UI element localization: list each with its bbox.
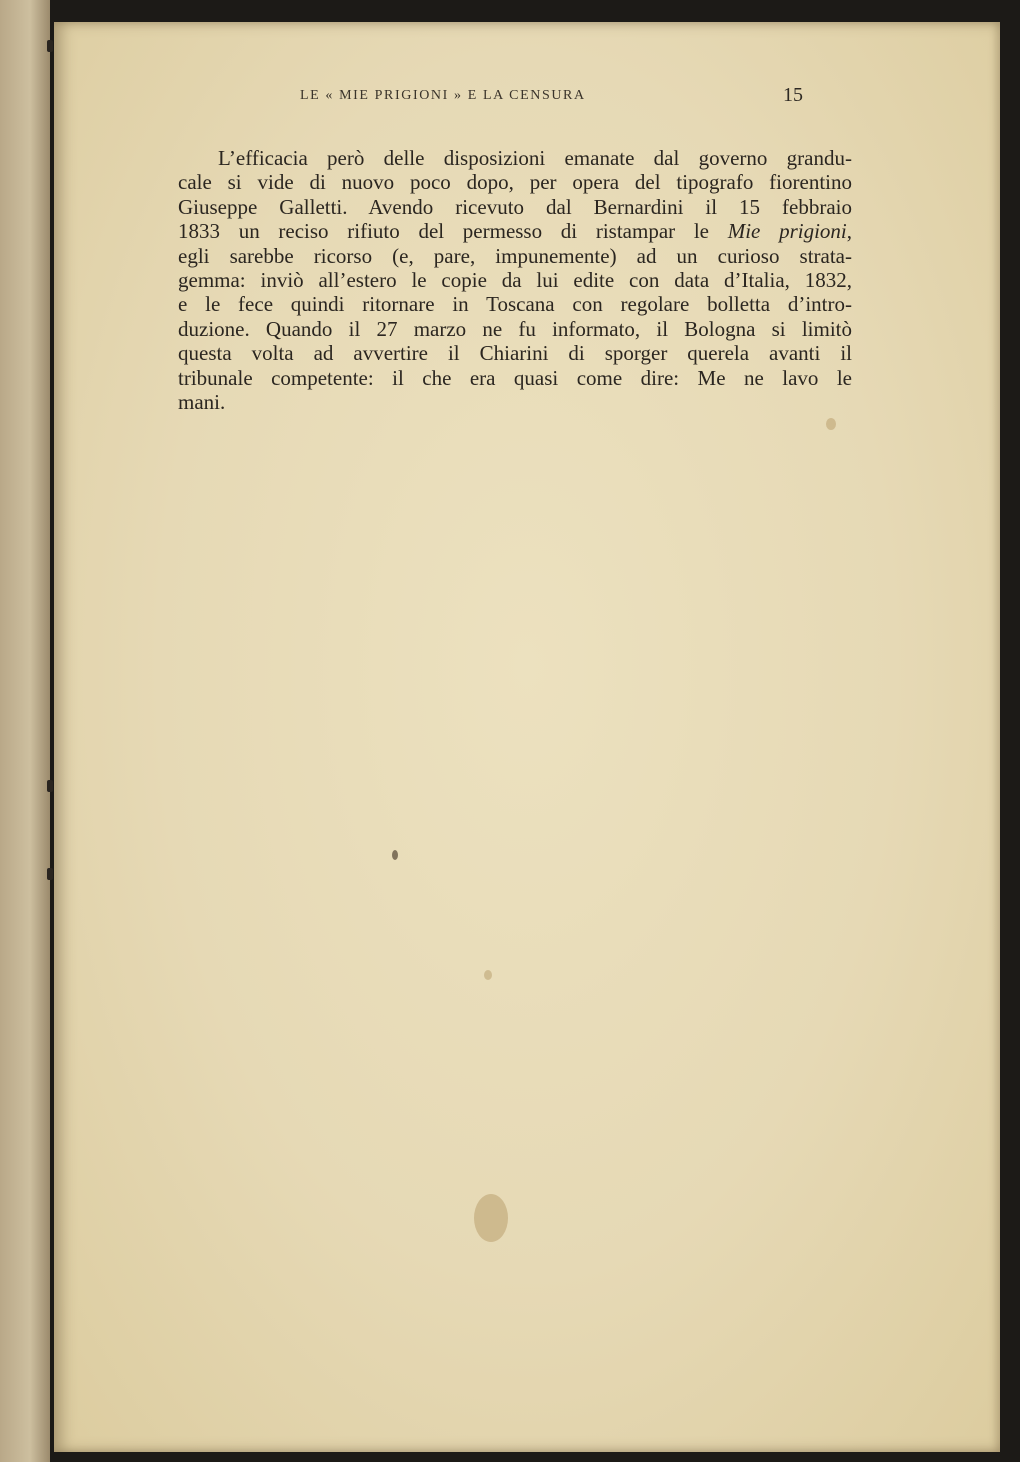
binding-thread bbox=[47, 868, 53, 880]
body-paragraph bbox=[178, 146, 852, 414]
text-line: Giuseppe Galletti. Avendo ricevuto dal Bernardini il 15 febbraio bbox=[178, 194, 852, 219]
page-header bbox=[300, 84, 803, 108]
page-number: 15 bbox=[783, 84, 803, 106]
book-title-italic: Mie prigioni bbox=[727, 219, 847, 244]
text-line: gemma: inviò all’estero le copie da lui edite con data d’Italia, 1832, bbox=[178, 267, 852, 292]
text-line: cale si vide di nuovo poco dopo, per opera del tipografo fiorentino bbox=[178, 170, 852, 195]
text-line: egli sarebbe ricorso (e, pare, impunemente) ad un curioso strata- bbox=[178, 243, 852, 268]
text-line: mani. bbox=[178, 389, 226, 414]
paper-speck bbox=[392, 850, 398, 860]
paper-speck bbox=[484, 970, 492, 980]
binding-thread bbox=[47, 40, 53, 52]
binding-thread bbox=[47, 780, 53, 792]
text-line: questa volta ad avvertire il Chiarini di sporger querela avanti il bbox=[178, 341, 852, 366]
text-segment: 1833 un reciso rifiuto del permesso di ristampar le bbox=[178, 219, 728, 244]
text-line: e le fece quindi ritornare in Toscana con regolare bolletta d’intro- bbox=[178, 292, 852, 317]
paper-stain bbox=[474, 1194, 508, 1242]
text-line: duzione. Quando il 27 marzo ne fu informato, il Bologna si limitò bbox=[178, 316, 852, 341]
text-line: L’efficacia però delle disposizioni emanate dal governo grandu- bbox=[218, 146, 852, 170]
text-line: tribunale competente: il che era quasi come dire: Me ne lavo le bbox=[178, 365, 852, 390]
paper-speck bbox=[826, 418, 836, 430]
text-segment: , bbox=[846, 219, 852, 244]
running-title: LE « MIE PRIGIONI » E LA CENSURA bbox=[300, 88, 586, 103]
text-line bbox=[178, 219, 852, 243]
book-spine bbox=[0, 0, 50, 1462]
